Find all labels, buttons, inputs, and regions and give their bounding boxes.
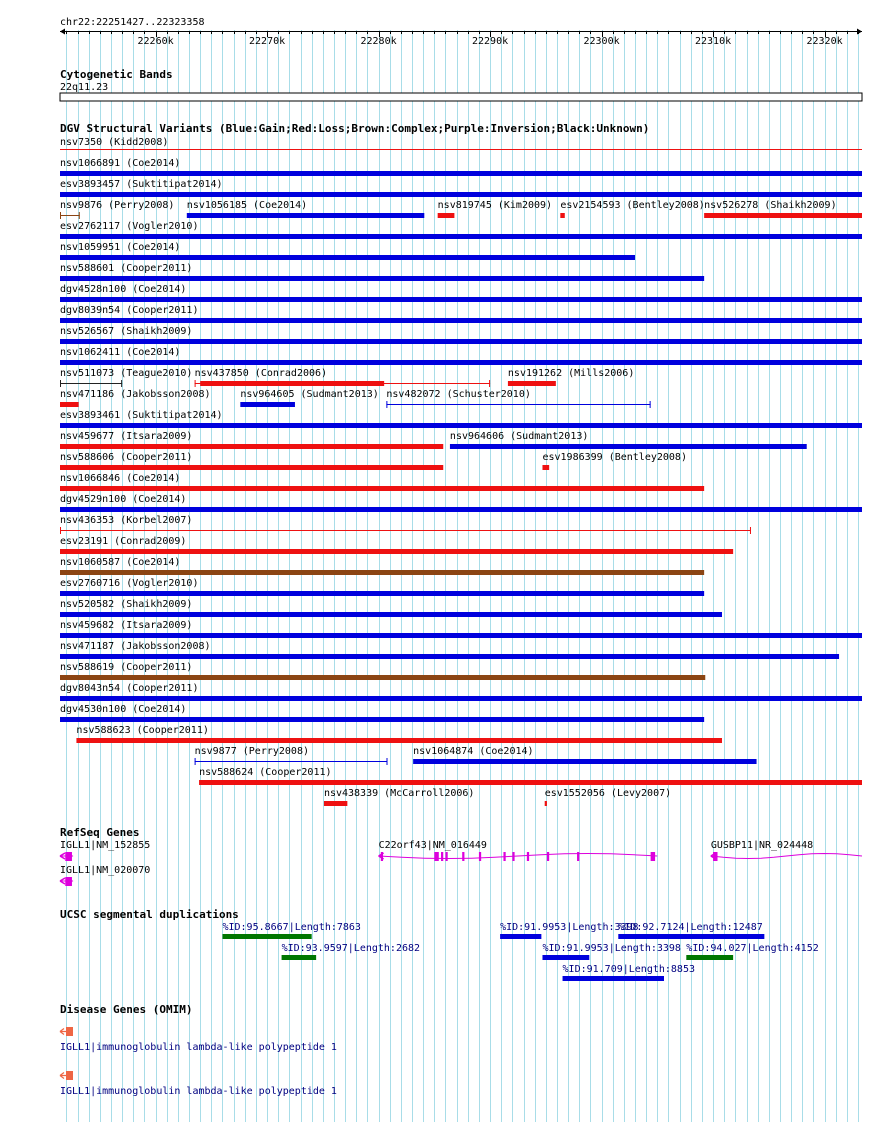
- variant-label: nsv9877 (Perry2008): [194, 746, 309, 757]
- variant-bar: [60, 360, 862, 365]
- variant-feature[interactable]: [450, 431, 807, 449]
- variant-label: nsv459682 (Itsara2009): [60, 620, 193, 631]
- variant-feature[interactable]: [60, 263, 704, 281]
- variant-bar: [60, 612, 722, 617]
- variant-bar: [542, 465, 549, 470]
- segdup-bar: [563, 976, 664, 981]
- segdup-track[interactable]: [222, 922, 818, 981]
- segdup-label: %ID:92.7124|Length:12487: [618, 922, 763, 933]
- variant-feature[interactable]: [60, 284, 862, 302]
- segdup-feature[interactable]: [686, 943, 818, 960]
- variant-bar: [704, 213, 862, 218]
- variant-label: esv1552056 (Levy2007): [544, 788, 672, 799]
- dgv-track[interactable]: [60, 137, 862, 806]
- variant-feature[interactable]: [60, 473, 704, 491]
- variant-feature[interactable]: [60, 368, 192, 387]
- segdup-label: %ID:94.027|Length:4152: [686, 943, 819, 954]
- variant-bar: [60, 171, 862, 176]
- variant-bar: [60, 234, 862, 239]
- variant-bar: [60, 297, 862, 302]
- variant-label: nsv1060587 (Coe2014): [60, 557, 181, 568]
- disease-track-title: Disease Genes (OMIM): [60, 1003, 193, 1016]
- variant-feature[interactable]: [60, 305, 862, 323]
- variant-bar: [60, 465, 443, 470]
- variant-feature[interactable]: [60, 494, 862, 512]
- segdup-feature[interactable]: [618, 922, 764, 939]
- variant-label: nsv520582 (Shaikh2009): [60, 599, 193, 610]
- variant-bar: [60, 276, 704, 281]
- ruler-tick-label: 22300k: [583, 36, 620, 47]
- ruler-tick-label: 22280k: [360, 36, 397, 47]
- variant-label: esv23191 (Conrad2009): [60, 536, 187, 547]
- variant-feature[interactable]: [60, 452, 443, 470]
- segdup-bar: [222, 934, 311, 939]
- variant-feature[interactable]: [60, 326, 862, 344]
- variant-feature[interactable]: [60, 620, 862, 638]
- variant-feature[interactable]: [60, 158, 862, 176]
- variant-label: dgv4529n100 (Coe2014): [60, 494, 187, 505]
- variant-bar: [60, 633, 862, 638]
- cytoband-bar: [60, 93, 862, 101]
- variant-feature[interactable]: [76, 725, 722, 743]
- variant-feature[interactable]: [324, 788, 475, 806]
- refseq-gene[interactable]: [711, 840, 862, 861]
- variant-bar: [60, 444, 443, 449]
- variant-label: esv2760716 (Vogler2010): [60, 578, 199, 589]
- variant-feature[interactable]: [60, 536, 733, 554]
- disease-gene[interactable]: [60, 1027, 337, 1053]
- variant-feature[interactable]: [60, 515, 751, 534]
- refseq-gene[interactable]: [60, 865, 150, 886]
- variant-feature[interactable]: [545, 788, 671, 806]
- variant-label: nsv7350 (Kidd2008): [60, 137, 169, 148]
- variant-feature[interactable]: [199, 767, 862, 785]
- gene-label: IGLL1|NM_152855: [60, 840, 151, 851]
- variant-label: esv1986399 (Bentley2008): [542, 452, 687, 463]
- variant-bar: [240, 402, 295, 407]
- variant-feature[interactable]: [60, 242, 635, 260]
- variant-bar: [545, 801, 547, 806]
- variant-feature[interactable]: [60, 704, 704, 722]
- variant-label: nsv1066891 (Coe2014): [60, 158, 181, 169]
- variant-feature[interactable]: [60, 137, 862, 150]
- variant-label: nsv1062411 (Coe2014): [60, 347, 181, 358]
- variant-bar: [324, 801, 347, 806]
- variant-label: nsv588619 (Cooper2011): [60, 662, 193, 673]
- variant-label: nsv511073 (Teague2010): [60, 368, 193, 379]
- variant-bar: [60, 486, 704, 491]
- gene-intron-line: [711, 854, 862, 859]
- variant-feature[interactable]: [60, 221, 862, 239]
- variant-label: nsv1056185 (Coe2014): [186, 200, 308, 211]
- variant-feature[interactable]: [60, 200, 174, 219]
- gene-exon: [651, 852, 655, 861]
- variant-label: esv2154593 (Bentley2008): [560, 200, 705, 211]
- segdup-feature[interactable]: [563, 964, 695, 981]
- variant-label: nsv1059951 (Coe2014): [60, 242, 181, 253]
- variant-label: dgv8043n54 (Cooper2011): [60, 683, 199, 694]
- gene-exon: [434, 852, 438, 861]
- variant-bar: [438, 213, 455, 218]
- segdup-label: %ID:95.8667|Length:7863: [222, 922, 361, 933]
- variant-label: nsv436353 (Korbel2007): [60, 515, 193, 526]
- gene-exon: [462, 852, 464, 861]
- variant-feature[interactable]: [195, 746, 388, 765]
- segdup-bar: [686, 955, 733, 960]
- ruler-arrow-right-icon: [857, 29, 862, 35]
- segdup-feature[interactable]: [542, 943, 680, 960]
- disease-track[interactable]: [60, 1027, 337, 1097]
- variant-bar: [187, 213, 424, 218]
- variant-feature[interactable]: [542, 452, 687, 470]
- segdup-label: %ID:91.9953|Length:3398: [542, 943, 681, 954]
- variant-label: nsv588624 (Cooper2011): [199, 767, 332, 778]
- segdup-bar: [500, 934, 541, 939]
- gene-intron-line: [379, 854, 658, 859]
- variant-bar: [60, 339, 862, 344]
- ruler-tick-label: 22290k: [472, 36, 509, 47]
- variant-feature[interactable]: [438, 200, 552, 218]
- locus-label: chr22:22251427..22323358: [60, 17, 205, 28]
- variant-label: nsv964606 (Sudmant2013): [449, 431, 589, 442]
- variant-bar: [200, 381, 384, 386]
- ruler-tick-label: 22310k: [695, 36, 732, 47]
- variant-label: nsv482072 (Schuster2010): [386, 389, 531, 400]
- variant-feature[interactable]: [60, 662, 705, 680]
- variant-feature[interactable]: [60, 347, 862, 365]
- segdup-track-title: UCSC segmental duplications: [60, 908, 239, 921]
- gene-exon: [577, 852, 579, 861]
- disease-gene-label: IGLL1|immunoglobulin lambda-like polypeptide 1: [60, 1042, 337, 1053]
- variant-bar: [60, 255, 635, 260]
- variant-label: nsv438339 (McCarroll2006): [323, 788, 475, 799]
- variant-label: nsv1066846 (Coe2014): [60, 473, 181, 484]
- disease-gene-label: IGLL1|immunoglobulin lambda-like polypeptide 1: [60, 1086, 337, 1097]
- ruler-tick-label: 22320k: [806, 36, 843, 47]
- variant-label: nsv471187 (Jakobsson2008): [60, 641, 211, 652]
- variant-feature[interactable]: [60, 410, 862, 428]
- variant-feature[interactable]: [60, 557, 704, 575]
- gene-exon: [503, 852, 505, 861]
- segdup-label: %ID:91.9953|Length:3398: [500, 922, 639, 933]
- ruler-tick-label: 22260k: [137, 36, 174, 47]
- gene-exon: [65, 852, 72, 861]
- variant-label: esv3893457 (Suktitipat2014): [60, 179, 223, 190]
- variant-bar: [60, 717, 704, 722]
- variant-feature[interactable]: [60, 641, 839, 659]
- variant-bar: [199, 780, 862, 785]
- variant-label: nsv459677 (Itsara2009): [60, 431, 193, 442]
- disease-gene[interactable]: [60, 1071, 337, 1097]
- gene-exon: [445, 852, 447, 861]
- variant-bar: [60, 675, 705, 680]
- cytoband-label: 22q11.23: [60, 82, 109, 93]
- variant-feature[interactable]: [704, 200, 862, 218]
- segdup-label: %ID:91.709|Length:8853: [562, 964, 695, 975]
- variant-feature[interactable]: [508, 368, 634, 386]
- gene-exon: [65, 877, 72, 886]
- segdup-feature[interactable]: [282, 943, 420, 960]
- gene-exon: [512, 852, 514, 861]
- variant-label: esv2762117 (Vogler2010): [60, 221, 199, 232]
- variant-feature[interactable]: [187, 200, 424, 218]
- variant-label: dgv4530n100 (Coe2014): [60, 704, 187, 715]
- variant-bar: [60, 318, 862, 323]
- variant-bar: [60, 192, 862, 197]
- variant-bar: [508, 381, 556, 386]
- refseq-gene[interactable]: [60, 840, 150, 861]
- variant-bar: [60, 654, 839, 659]
- variant-bar: [450, 444, 807, 449]
- variant-label: nsv471186 (Jakobsson2008): [60, 389, 211, 400]
- variant-label: nsv191262 (Mills2006): [507, 368, 635, 379]
- ruler-tick-label: 22270k: [249, 36, 286, 47]
- gene-exon: [547, 852, 549, 861]
- variant-label: nsv526278 (Shaikh2009): [704, 200, 837, 211]
- segdup-bar: [282, 955, 317, 960]
- dgv-track-title: DGV Structural Variants (Blue:Gain;Red:Loss;Brown:Complex;Purple:Inversion;Black:Unknown): [60, 122, 650, 135]
- segdup-bar: [618, 934, 764, 939]
- variant-label: dgv4528n100 (Coe2014): [60, 284, 187, 295]
- variant-feature[interactable]: [413, 746, 756, 764]
- cytoband-track-title: Cytogenetic Bands: [60, 68, 173, 81]
- variant-bar: [560, 213, 564, 218]
- variant-bar: [60, 549, 733, 554]
- variant-label: nsv964605 (Sudmant2013): [240, 389, 379, 400]
- coordinate-ruler[interactable]: [60, 29, 862, 48]
- variant-feature[interactable]: [60, 431, 443, 449]
- variant-bar: [413, 759, 756, 764]
- variant-feature[interactable]: [60, 389, 211, 407]
- segdup-feature[interactable]: [222, 922, 360, 939]
- variant-label: nsv1064874 (Coe2014): [413, 746, 534, 757]
- variant-bar: [60, 423, 862, 428]
- variant-label: nsv588601 (Cooper2011): [60, 263, 193, 274]
- variant-label: nsv588606 (Cooper2011): [60, 452, 193, 463]
- variant-label: esv3893461 (Suktitipat2014): [60, 410, 223, 421]
- variant-label: nsv819745 (Kim2009): [437, 200, 553, 211]
- gene-label: IGLL1|NM_020070: [60, 865, 151, 876]
- refseq-track-title: RefSeq Genes: [60, 826, 140, 839]
- gene-exon: [441, 852, 443, 861]
- variant-bar: [76, 738, 722, 743]
- variant-label: nsv588623 (Cooper2011): [76, 725, 209, 736]
- gene-label: GUSBP11|NR_024448: [710, 840, 814, 851]
- variant-label: nsv526567 (Shaikh2009): [60, 326, 193, 337]
- variant-feature[interactable]: [240, 389, 378, 407]
- variant-feature[interactable]: [60, 179, 862, 197]
- variant-bar: [60, 570, 704, 575]
- variant-label: nsv437850 (Conrad2006): [194, 368, 328, 379]
- cytoband-track[interactable]: [60, 93, 862, 101]
- variant-feature[interactable]: [386, 389, 650, 408]
- ruler-arrow-left-icon: [60, 29, 65, 35]
- variant-label: dgv8039n54 (Cooper2011): [60, 305, 199, 316]
- variant-bar: [60, 507, 862, 512]
- variant-bar: [60, 696, 862, 701]
- refseq-track[interactable]: [60, 840, 862, 886]
- variant-bar: [60, 402, 79, 407]
- segdup-label: %ID:93.9597|Length:2682: [281, 943, 421, 954]
- gene-label: C22orf43|NM_016449: [378, 840, 487, 851]
- gene-exon: [479, 852, 481, 861]
- variant-feature[interactable]: [60, 683, 862, 701]
- segdup-bar: [542, 955, 589, 960]
- gene-exon: [527, 852, 529, 861]
- variant-label: nsv9876 (Perry2008): [60, 200, 175, 211]
- variant-feature[interactable]: [60, 578, 704, 596]
- variant-bar: [60, 591, 704, 596]
- variant-feature[interactable]: [560, 200, 705, 218]
- refseq-gene[interactable]: [379, 840, 658, 861]
